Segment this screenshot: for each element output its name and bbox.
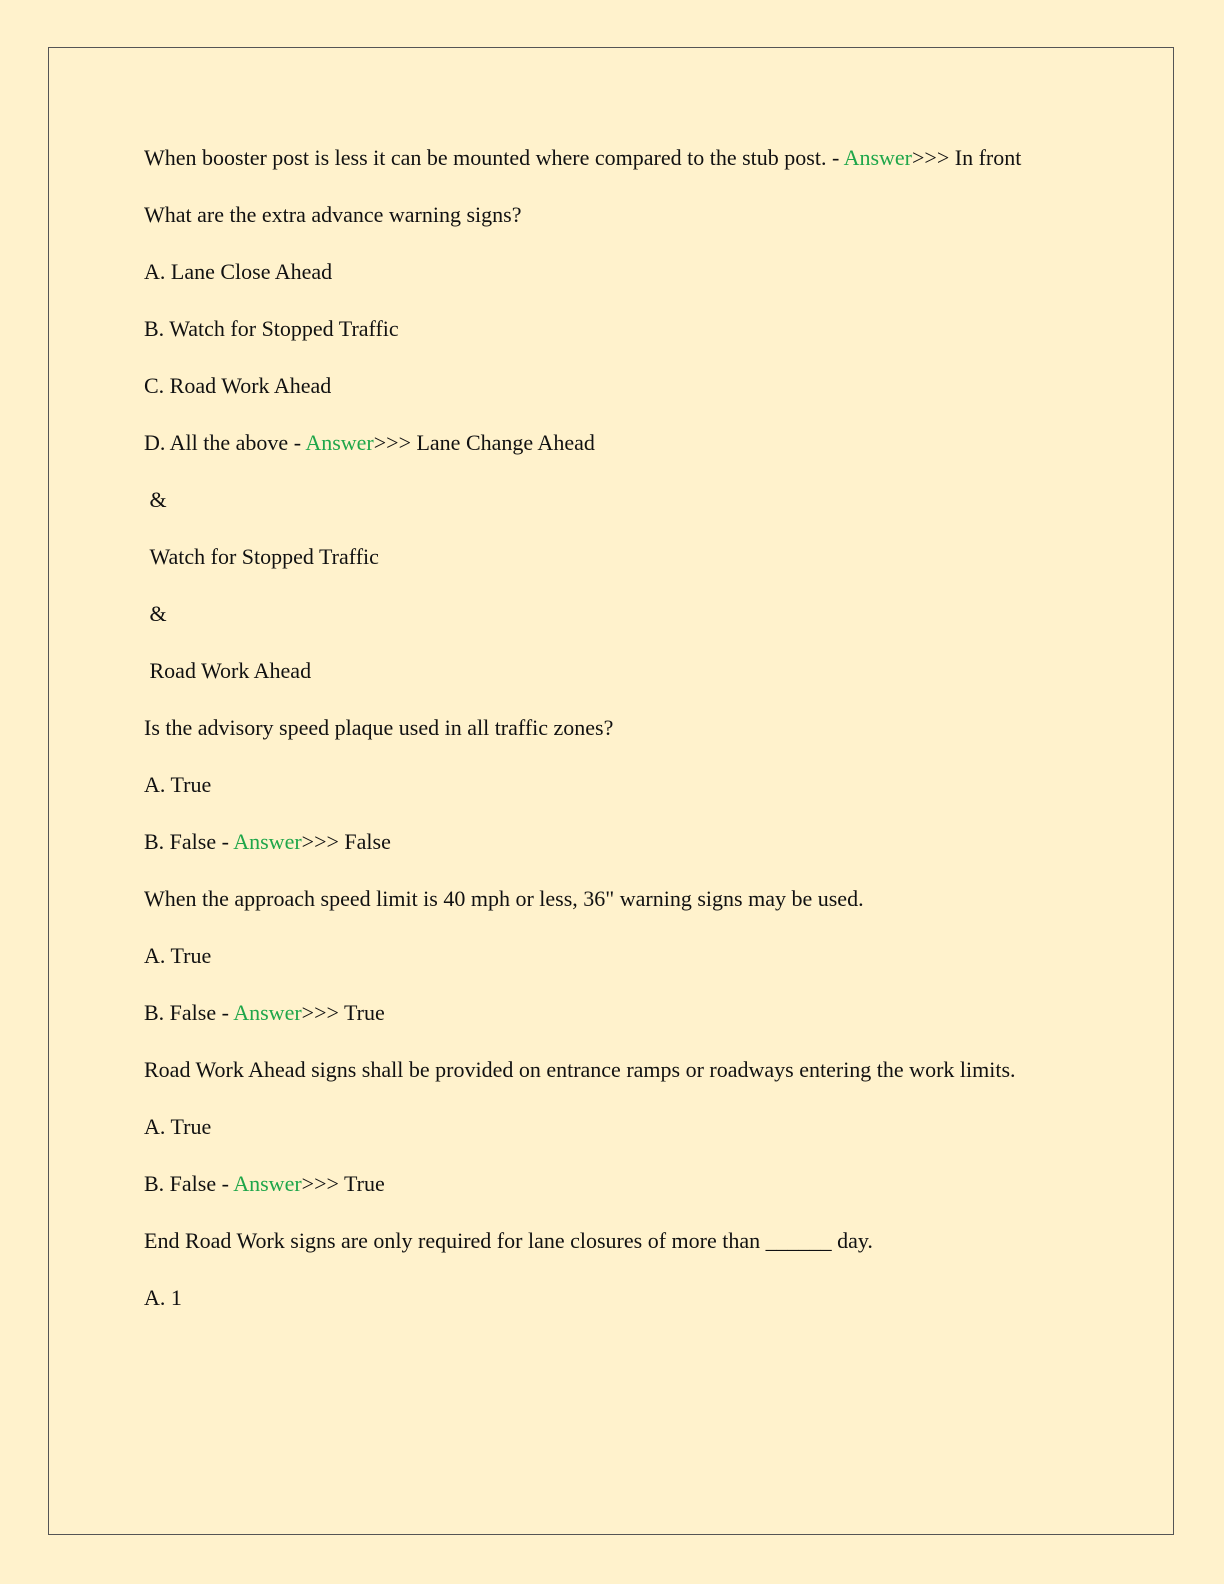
document-line (144, 423, 1064, 463)
document-line (144, 1107, 1064, 1147)
line-text: B. False - (144, 1171, 234, 1196)
line-text: A. True (144, 772, 212, 797)
line-text: D. All the above - (144, 430, 306, 455)
document-line (144, 1164, 1064, 1204)
line-text: A. Lane Close Ahead (144, 259, 333, 284)
line-text: Road Work Ahead (144, 658, 312, 683)
line-text: & (144, 487, 167, 512)
document-line (144, 993, 1064, 1033)
document-line (144, 309, 1064, 349)
document-line (144, 480, 1064, 520)
document-line (144, 708, 1064, 748)
line-text: When booster post is less it can be mounted where compared to the stub post. - (144, 145, 844, 170)
answer-value: >>> True (301, 1000, 385, 1025)
line-text: Is the advisory speed plaque used in all traffic zones? (144, 715, 614, 740)
document-line (144, 1278, 1064, 1318)
line-text: A. True (144, 1114, 212, 1139)
line-text: A. 1 (144, 1285, 182, 1310)
line-text: End Road Work signs are only required for lane closures of more than ______ day. (144, 1228, 873, 1253)
answer-value: >>> In front (912, 145, 1022, 170)
line-text: & (144, 601, 167, 626)
line-text: B. Watch for Stopped Traffic (144, 316, 399, 341)
line-text: B. False - (144, 829, 234, 854)
document-line (144, 138, 1064, 178)
document-line (144, 936, 1064, 976)
answer-label: Answer (233, 1000, 302, 1025)
document-line (144, 765, 1064, 805)
document-line (144, 1221, 1064, 1261)
answer-label: Answer (305, 430, 374, 455)
document-line (144, 252, 1064, 292)
answer-value: >>> True (301, 1171, 385, 1196)
document-line (144, 195, 1064, 235)
line-text: What are the extra advance warning signs? (144, 202, 522, 227)
document-line (144, 537, 1064, 577)
document-line (144, 1050, 1064, 1090)
line-text: When the approach speed limit is 40 mph or less, 36" warning signs may be used. (144, 886, 864, 911)
answer-label: Answer (843, 145, 913, 170)
document-line (144, 594, 1064, 634)
answer-value: >>> False (301, 829, 391, 854)
document-line (144, 822, 1064, 862)
answer-value: >>> Lane Change Ahead (373, 430, 595, 455)
line-text: Road Work Ahead signs shall be provided on entrance ramps or roadways entering the work limits. (144, 1057, 1016, 1082)
document-line (144, 651, 1064, 691)
line-text: A. True (144, 943, 212, 968)
document-body (144, 138, 1064, 1335)
document-line (144, 879, 1064, 919)
answer-label: Answer (233, 829, 302, 854)
line-text: C. Road Work Ahead (144, 373, 332, 398)
line-text: B. False - (144, 1000, 234, 1025)
document-line (144, 366, 1064, 406)
answer-label: Answer (233, 1171, 302, 1196)
line-text: Watch for Stopped Traffic (144, 544, 379, 569)
